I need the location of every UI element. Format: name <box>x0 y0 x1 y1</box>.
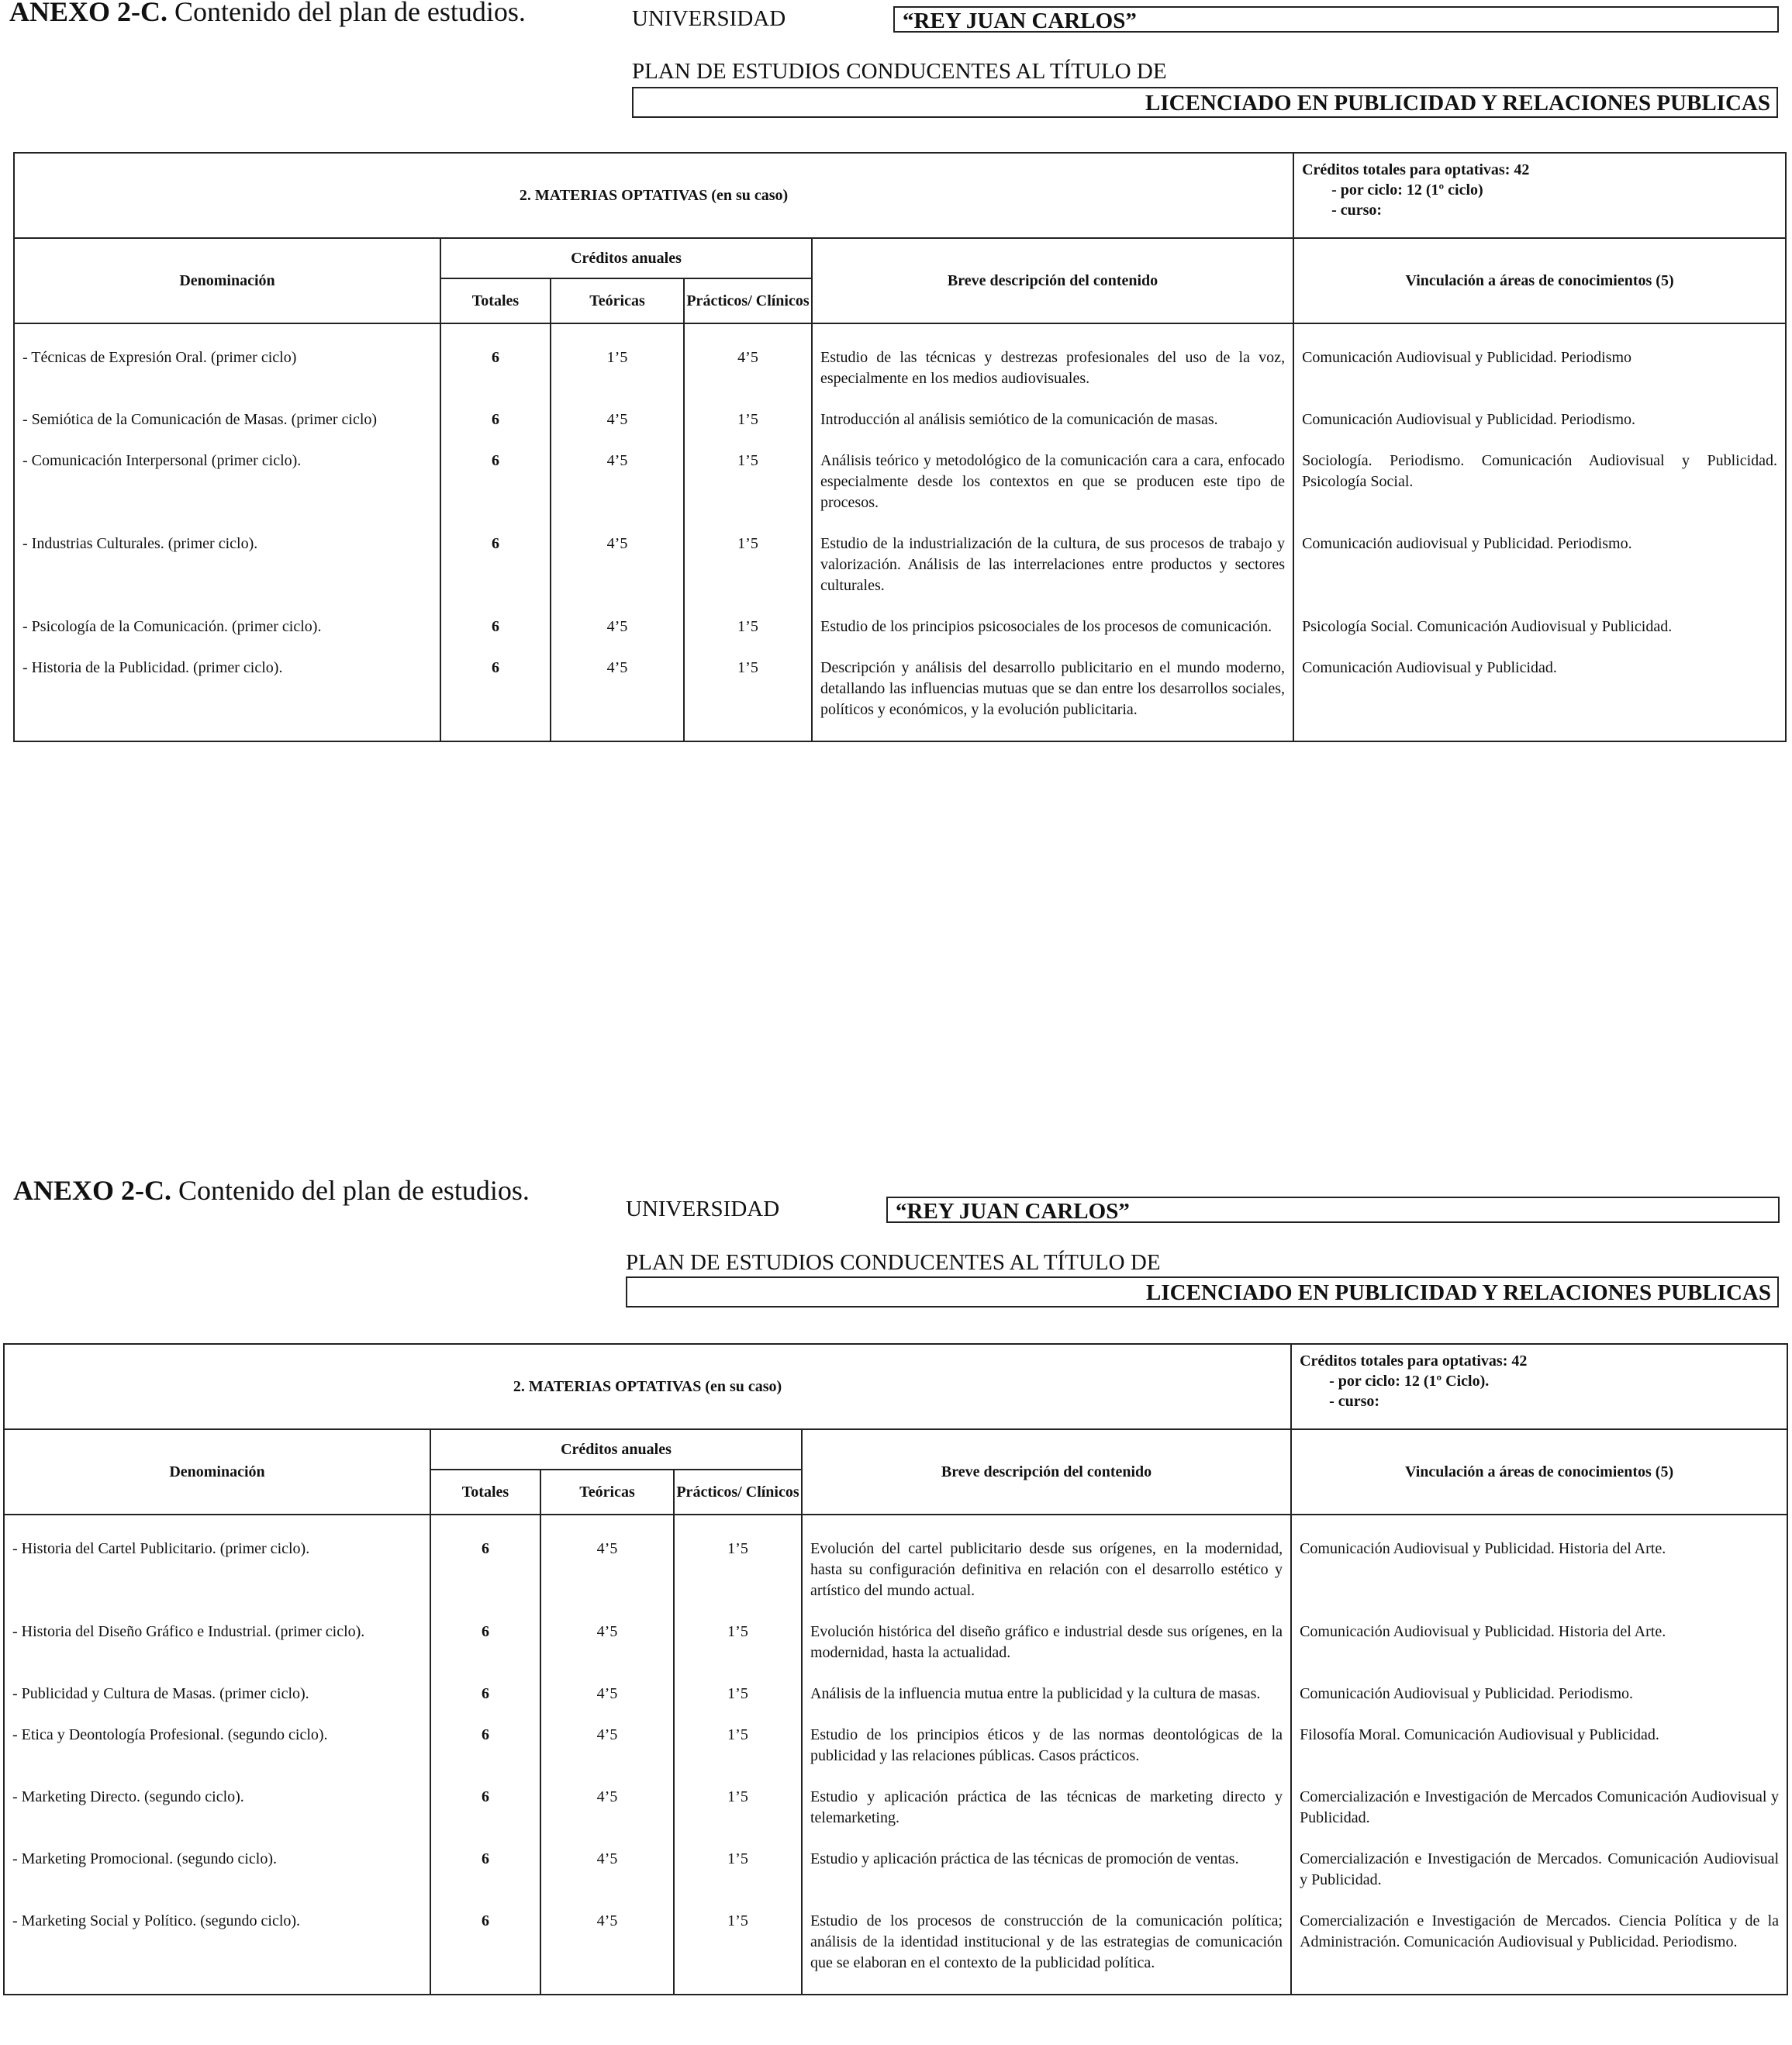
section-title: 2. MATERIAS OPTATIVAS (en su caso) <box>14 153 1293 238</box>
row-denominacion: - Marketing Social y Político. (segundo ciclo). <box>4 1911 430 1995</box>
row-denominacion: - Etica y Deontología Profesional. (segundo ciclo). <box>4 1725 430 1787</box>
materias-optativas-table <box>13 152 1787 742</box>
row-vinculacion: Comercialización e Investigación de Mercados. Ciencia Política y de la Administración. Comunicación Audiovisual y Publicidad. Periodismo. <box>1291 1911 1787 1995</box>
universidad-label: UNIVERSIDAD <box>626 1197 780 1221</box>
row-totales: 6 <box>440 323 551 409</box>
anexo-heading <box>13 1174 530 1207</box>
row-practicos: 1’5 <box>684 534 812 617</box>
row-totales: 6 <box>440 617 551 658</box>
row-totales: 6 <box>430 1911 540 1995</box>
row-denominacion: - Comunicación Interpersonal (primer ciclo). <box>14 451 440 534</box>
row-denominacion: - Historia del Cartel Publicitario. (primer ciclo). <box>4 1515 430 1622</box>
materias-optativas-table <box>3 1343 1788 1995</box>
credits-curso: - curso: <box>1329 1393 1380 1410</box>
row-descripcion: Estudio y aplicación práctica de las técnicas de marketing directo y telemarketing. <box>802 1787 1291 1849</box>
row-teoricas: 4’5 <box>551 534 684 617</box>
row-totales: 6 <box>430 1684 540 1725</box>
row-denominacion: - Psicología de la Comunicación. (primer ciclo). <box>14 617 440 658</box>
row-teoricas: 4’5 <box>540 1725 674 1787</box>
row-descripcion: Estudio y aplicación práctica de las técnicas de promoción de ventas. <box>802 1849 1291 1911</box>
plan-label: PLAN DE ESTUDIOS CONDUCENTES AL TÍTULO DE <box>632 59 1167 84</box>
row-vinculacion: Comunicación Audiovisual y Publicidad. Historia del Arte. <box>1291 1515 1787 1622</box>
row-descripcion: Evolución del cartel publicitario desde sus orígenes, en la modernidad, hasta su configuración definitiva en relación con el desarrollo estético y artístico del mundo actual. <box>802 1515 1291 1622</box>
anexo-text: Contenido del plan de estudios. <box>171 1175 530 1206</box>
plan-label: PLAN DE ESTUDIOS CONDUCENTES AL TÍTULO DE <box>626 1250 1161 1275</box>
table-row <box>4 1787 1787 1849</box>
row-practicos: 1’5 <box>674 1849 802 1911</box>
row-practicos: 1’5 <box>674 1515 802 1622</box>
anexo-text: Contenido del plan de estudios. <box>167 0 526 27</box>
row-practicos: 1’5 <box>674 1725 802 1787</box>
table-row <box>4 1911 1787 1995</box>
row-practicos: 1’5 <box>674 1911 802 1995</box>
row-practicos: 1’5 <box>684 617 812 658</box>
row-denominacion: - Historia del Diseño Gráfico e Industrial. (primer ciclo). <box>4 1622 430 1684</box>
row-practicos: 1’5 <box>684 451 812 534</box>
row-vinculacion: Comunicación Audiovisual y Publicidad. Periodismo <box>1293 323 1786 409</box>
col-teoricas: Teóricas <box>551 278 684 323</box>
credits-total: Créditos totales para optativas: 42 <box>1302 161 1530 178</box>
row-vinculacion: Comunicación Audiovisual y Publicidad. <box>1293 658 1786 741</box>
col-descripcion: Breve descripción del contenido <box>802 1429 1291 1515</box>
anexo-label: ANEXO 2-C. <box>9 0 167 27</box>
credits-por-ciclo: - por ciclo: 12 (1º ciclo) <box>1331 181 1483 199</box>
row-vinculacion: Comunicación Audiovisual y Publicidad. Periodismo. <box>1291 1684 1787 1725</box>
row-totales: 6 <box>430 1725 540 1787</box>
row-practicos: 1’5 <box>674 1622 802 1684</box>
credits-summary <box>1291 1344 1787 1429</box>
row-descripcion: Introducción al análisis semiótico de la comunicación de masas. <box>812 409 1293 451</box>
row-practicos: 4’5 <box>684 323 812 409</box>
row-denominacion: - Historia de la Publicidad. (primer ciclo). <box>14 658 440 741</box>
row-denominacion: - Técnicas de Expresión Oral. (primer ciclo) <box>14 323 440 409</box>
col-denominacion: Denominación <box>14 238 440 323</box>
row-vinculacion: Comercialización e Investigación de Mercados. Comunicación Audiovisual y Publicidad. <box>1291 1849 1787 1911</box>
row-totales: 6 <box>440 451 551 534</box>
anexo-label: ANEXO 2-C. <box>13 1175 171 1206</box>
universidad-name-box: “REY JUAN CARLOS” <box>893 6 1779 33</box>
row-vinculacion: Psicología Social. Comunicación Audiovisual y Publicidad. <box>1293 617 1786 658</box>
table-row <box>14 658 1786 741</box>
col-totales: Totales <box>430 1470 540 1515</box>
row-descripcion: Estudio de los principios psicosociales de los procesos de comunicación. <box>812 617 1293 658</box>
row-teoricas: 4’5 <box>540 1911 674 1995</box>
row-teoricas: 4’5 <box>551 658 684 741</box>
titulo-box: LICENCIADO EN PUBLICIDAD Y RELACIONES PUBLICAS <box>626 1276 1779 1307</box>
row-descripcion: Evolución histórica del diseño gráfico e industrial desde sus orígenes, en la modernidad, hasta la actualidad. <box>802 1622 1291 1684</box>
table-row <box>4 1725 1787 1787</box>
col-practicos: Prácticos/ Clínicos <box>684 278 812 323</box>
row-vinculacion: Filosofía Moral. Comunicación Audiovisual y Publicidad. <box>1291 1725 1787 1787</box>
row-vinculacion: Comunicación Audiovisual y Publicidad. Periodismo. <box>1293 409 1786 451</box>
row-denominacion: - Publicidad y Cultura de Masas. (primer ciclo). <box>4 1684 430 1725</box>
col-vinculacion: Vinculación a áreas de conocimientos (5) <box>1293 238 1786 323</box>
row-teoricas: 4’5 <box>540 1849 674 1911</box>
row-teoricas: 4’5 <box>540 1515 674 1622</box>
row-totales: 6 <box>440 534 551 617</box>
table-row <box>14 409 1786 451</box>
row-descripcion: Estudio de los principios éticos y de las normas deontológicas de la publicidad y las relaciones públicas. Casos prácticos. <box>802 1725 1291 1787</box>
row-vinculacion: Sociología. Periodismo. Comunicación Audiovisual y Publicidad. Psicología Social. <box>1293 451 1786 534</box>
row-descripcion: Análisis teórico y metodológico de la comunicación cara a cara, enfocado especialmente desde los contextos en que se producen este tipo de procesos. <box>812 451 1293 534</box>
credits-curso: - curso: <box>1331 202 1383 219</box>
row-totales: 6 <box>440 658 551 741</box>
col-vinculacion: Vinculación a áreas de conocimientos (5) <box>1291 1429 1787 1515</box>
table-row <box>4 1515 1787 1622</box>
row-descripcion: Estudio de la industrialización de la cultura, de sus procesos de trabajo y valorización. Análisis de las interrelaciones entre productos y sectores culturales. <box>812 534 1293 617</box>
row-descripcion: Análisis de la influencia mutua entre la publicidad y la cultura de masas. <box>802 1684 1291 1725</box>
row-practicos: 1’5 <box>674 1787 802 1849</box>
row-practicos: 1’5 <box>684 658 812 741</box>
row-teoricas: 4’5 <box>540 1684 674 1725</box>
table-row <box>14 617 1786 658</box>
col-practicos: Prácticos/ Clínicos <box>674 1470 802 1515</box>
col-teoricas: Teóricas <box>540 1470 674 1515</box>
universidad-label: UNIVERSIDAD <box>632 6 786 31</box>
row-totales: 6 <box>430 1622 540 1684</box>
row-totales: 6 <box>430 1849 540 1911</box>
row-vinculacion: Comunicación Audiovisual y Publicidad. Historia del Arte. <box>1291 1622 1787 1684</box>
row-denominacion: - Industrias Culturales. (primer ciclo). <box>14 534 440 617</box>
table-row <box>14 451 1786 534</box>
table-row <box>14 323 1786 409</box>
col-denominacion: Denominación <box>4 1429 430 1515</box>
table-row <box>4 1622 1787 1684</box>
row-vinculacion: Comercialización e Investigación de Mercados Comunicación Audiovisual y Publicidad. <box>1291 1787 1787 1849</box>
col-creditos-anuales: Créditos anuales <box>440 238 812 278</box>
row-denominacion: - Semiótica de la Comunicación de Masas. (primer ciclo) <box>14 409 440 451</box>
row-totales: 6 <box>440 409 551 451</box>
row-denominacion: - Marketing Promocional. (segundo ciclo). <box>4 1849 430 1911</box>
row-teoricas: 4’5 <box>540 1787 674 1849</box>
row-denominacion: - Marketing Directo. (segundo ciclo). <box>4 1787 430 1849</box>
anexo-heading <box>9 0 526 28</box>
titulo-box: LICENCIADO EN PUBLICIDAD Y RELACIONES PUBLICAS <box>632 87 1778 118</box>
row-teoricas: 4’5 <box>551 617 684 658</box>
row-teoricas: 4’5 <box>540 1622 674 1684</box>
table-row <box>4 1849 1787 1911</box>
row-descripcion: Descripción y análisis del desarrollo publicitario en el mundo moderno, detallando las influencias mutuas que se dan entre los desarrollos sociales, políticos y económicos, y la evolución publicitaria. <box>812 658 1293 741</box>
row-practicos: 1’5 <box>684 409 812 451</box>
table-row <box>4 1684 1787 1725</box>
row-totales: 6 <box>430 1787 540 1849</box>
row-teoricas: 4’5 <box>551 451 684 534</box>
col-creditos-anuales: Créditos anuales <box>430 1429 802 1470</box>
credits-por-ciclo: - por ciclo: 12 (1º Ciclo). <box>1329 1373 1490 1390</box>
universidad-name-box: “REY JUAN CARLOS” <box>886 1197 1780 1223</box>
row-teoricas: 4’5 <box>551 409 684 451</box>
col-descripcion: Breve descripción del contenido <box>812 238 1293 323</box>
row-descripcion: Estudio de los procesos de construcción de la comunicación política; análisis de la identidad institucional y de las estrategias de comunicación que se elaboran en el contexto de la publicidad política. <box>802 1911 1291 1995</box>
credits-total: Créditos totales para optativas: 42 <box>1300 1352 1528 1370</box>
row-vinculacion: Comunicación audiovisual y Publicidad. Periodismo. <box>1293 534 1786 617</box>
row-descripcion: Estudio de las técnicas y destrezas profesionales del uso de la voz, especialmente en los medios audiovisuales. <box>812 323 1293 409</box>
row-totales: 6 <box>430 1515 540 1622</box>
section-title: 2. MATERIAS OPTATIVAS (en su caso) <box>4 1344 1291 1429</box>
row-practicos: 1’5 <box>674 1684 802 1725</box>
col-totales: Totales <box>440 278 551 323</box>
credits-summary <box>1293 153 1786 238</box>
table-row <box>14 534 1786 617</box>
row-teoricas: 1’5 <box>551 323 684 409</box>
